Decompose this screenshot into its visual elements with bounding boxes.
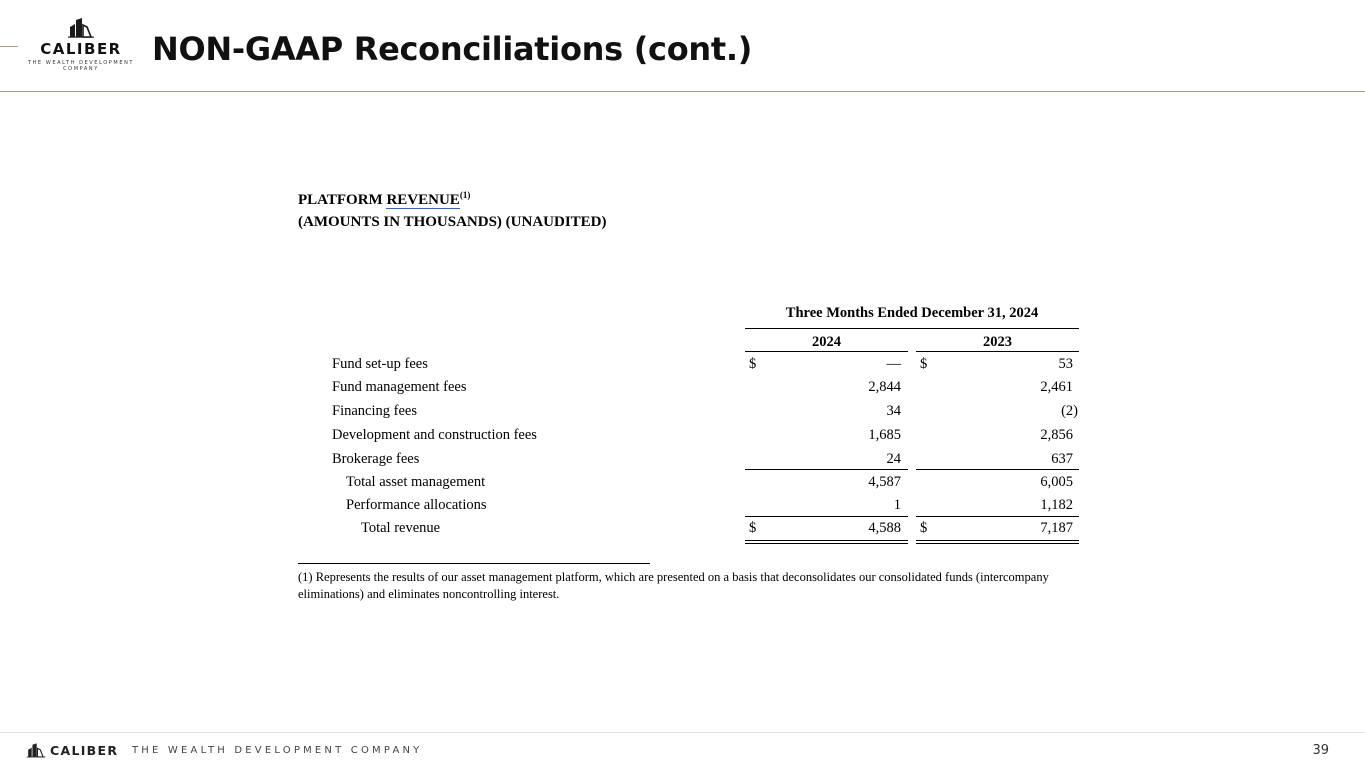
logo-tagline-line-2: COMPANY — [63, 66, 99, 72]
cell-2024: 2,844 — [868, 379, 901, 395]
column-header-2024: 2024 — [812, 334, 841, 350]
currency-symbol: $ — [920, 520, 928, 536]
total-double-rule-bottom-2023 — [916, 543, 1079, 544]
row-label: Development and construction fees — [332, 427, 537, 443]
table-row-financing-fees — [0, 403, 1365, 425]
section-title-text: PLATFORM REVENUE — [298, 192, 460, 208]
cell-2024: 4,588 — [868, 520, 901, 536]
total-rule-2024 — [745, 516, 908, 517]
subtotal-rule-2023 — [916, 469, 1079, 470]
currency-symbol: $ — [749, 520, 757, 536]
header-accent-line — [0, 46, 18, 47]
cell-2024: 24 — [886, 451, 901, 467]
table-row-development-construction-fees — [0, 427, 1365, 449]
subtotal-rule-2024 — [745, 469, 908, 470]
cell-2024: 34 — [886, 403, 901, 419]
table-row-total-revenue — [0, 520, 1365, 542]
table-row-fund-setup-fees — [0, 356, 1365, 378]
row-label: Brokerage fees — [332, 451, 420, 467]
cell-2023: 2,856 — [1040, 427, 1073, 443]
cell-2023: (2) — [1061, 403, 1078, 419]
page-number: 39 — [1312, 743, 1329, 758]
section-title — [298, 190, 470, 209]
table-row-performance-allocations — [0, 497, 1365, 519]
logo-tagline — [22, 60, 140, 72]
row-label: Performance allocations — [346, 497, 487, 513]
section-subtitle: (AMOUNTS IN THOUSANDS) (UNAUDITED) — [298, 214, 607, 230]
cell-2023: 6,005 — [1040, 474, 1073, 490]
column-header-2023: 2023 — [983, 334, 1012, 350]
total-double-rule-top-2023 — [916, 540, 1079, 541]
total-double-rule-top-2024 — [745, 540, 908, 541]
period-header-rule — [745, 328, 1079, 329]
cell-2023: 7,187 — [1040, 520, 1073, 536]
cell-2024: 4,587 — [868, 474, 901, 490]
cell-2023: 53 — [1058, 356, 1073, 372]
section-title-footnote-ref: (1) — [459, 190, 471, 200]
cell-2024: 1,685 — [868, 427, 901, 443]
logo-tagline-line-1: THE WEALTH DEVELOPMENT — [27, 60, 135, 66]
footnote-divider — [298, 563, 650, 564]
footnote: (1) Represents the results of our asset management platform, which are presented on a basis that deconsolidates our consolidated funds (intercompany eliminations) and eliminates noncontrolling interest. — [298, 570, 1049, 601]
cell-2024: 1 — [893, 497, 901, 513]
table-row-fund-management-fees — [0, 379, 1365, 401]
row-label: Financing fees — [332, 403, 417, 419]
row-label: Fund set-up fees — [332, 356, 428, 372]
caliber-building-icon — [67, 18, 95, 38]
section-title-underlined: REVENUE — [386, 192, 460, 208]
header-divider — [0, 91, 1365, 92]
row-label: Total revenue — [361, 520, 441, 536]
row-label: Total asset management — [346, 474, 486, 490]
cell-2023: 1,182 — [1040, 497, 1073, 513]
cell-2023: 2,461 — [1040, 379, 1073, 395]
cell-2023: 637 — [1051, 451, 1073, 467]
caliber-building-icon — [26, 743, 46, 758]
column-rule-2023 — [916, 351, 1079, 352]
footer-divider — [0, 732, 1365, 733]
currency-symbol: $ — [920, 356, 928, 372]
page-title: NON-GAAP Reconciliations (cont.) — [152, 30, 753, 68]
cell-2024: — — [886, 356, 901, 372]
slide-header — [0, 0, 1365, 92]
period-header: Three Months Ended December 31, 2024 — [785, 305, 1039, 321]
caliber-logo — [22, 18, 140, 74]
footer-wordmark: CALIBER — [50, 743, 119, 758]
column-rule-2024 — [745, 351, 908, 352]
total-rule-2023 — [916, 516, 1079, 517]
table-row-brokerage-fees — [0, 451, 1365, 473]
footer-tagline: THE WEALTH DEVELOPMENT COMPANY — [132, 745, 423, 756]
logo-wordmark: CALIBER — [40, 40, 122, 58]
table-row-total-asset-management — [0, 474, 1365, 496]
currency-symbol: $ — [749, 356, 757, 372]
row-label: Fund management fees — [332, 379, 467, 395]
total-double-rule-bottom-2024 — [745, 543, 908, 544]
